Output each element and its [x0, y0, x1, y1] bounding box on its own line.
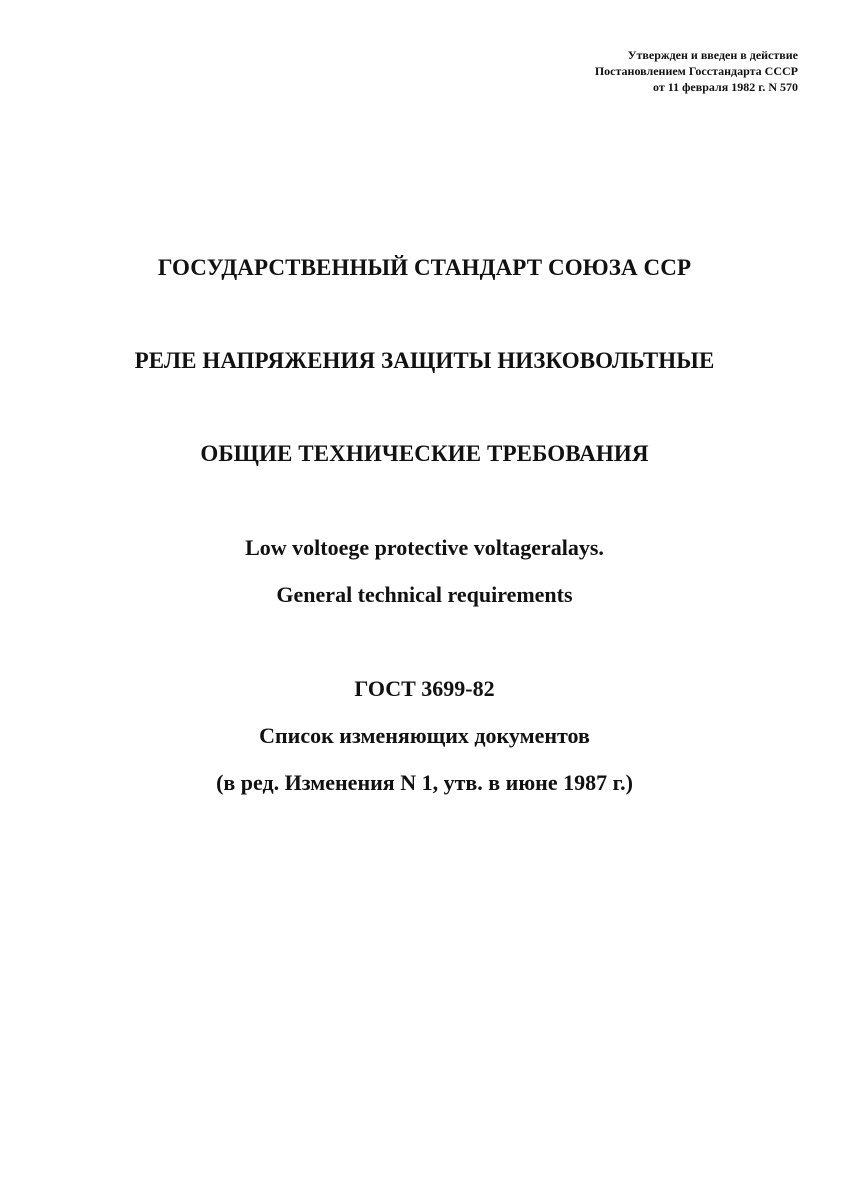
standard-subtitle-ru: ОБЩИЕ ТЕХНИЧЕСКИЕ ТРЕБОВАНИЯ: [200, 441, 649, 466]
standard-name-ru: РЕЛЕ НАПРЯЖЕНИЯ ЗАЩИТЫ НИЗКОВОЛЬТНЫЕ: [134, 348, 715, 373]
approval-line-2: Постановлением Госстандарта СССР: [594, 64, 798, 78]
changes-reference: (в ред. Изменения N 1, утв. в июне 1987 г.): [216, 770, 633, 795]
approval-note: [478, 47, 798, 95]
standard-number: ГОСТ 3699-82: [354, 676, 495, 701]
state-standard-heading: ГОСУДАРСТВЕННЫЙ СТАНДАРТ СОЮЗА ССР: [157, 255, 692, 280]
changes-list-title: Список изменяющих документов: [259, 723, 590, 748]
approval-line-1: Утвержден и введен в действие: [627, 48, 798, 62]
standard-name-en-line-1: Low voltoege protective voltageralays.: [245, 535, 604, 560]
approval-line-3: от 11 февраля 1982 г. N 570: [653, 80, 798, 94]
standard-name-en-line-2: General technical requirements: [276, 582, 573, 607]
